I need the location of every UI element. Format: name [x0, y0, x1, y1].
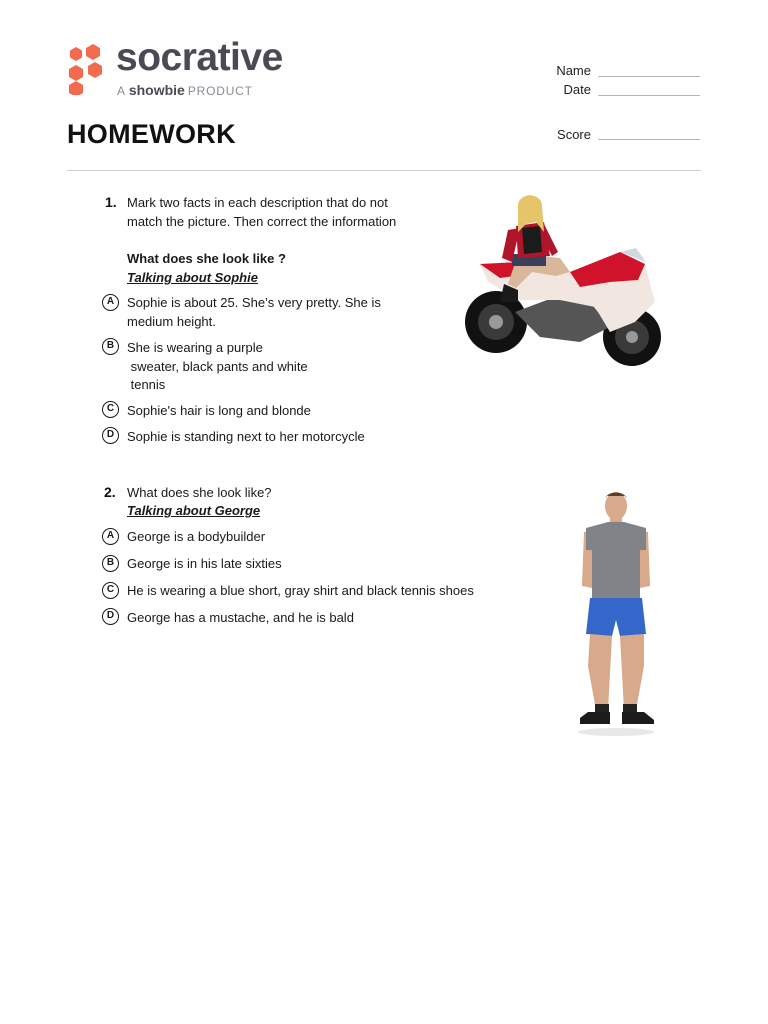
q1-option-b-line-2: sweater, black pants and white: [127, 359, 308, 374]
q2-option-d-text: George has a mustache, and he is bald: [127, 610, 354, 625]
man-standing-image: [570, 488, 662, 740]
question-1-subheading: Talking about Sophie: [127, 270, 258, 285]
question-1-number: 1.: [105, 194, 117, 210]
q1-option-b-line-1: She is wearing a purple: [127, 340, 263, 355]
date-field[interactable]: [598, 95, 700, 96]
brand-tagline: A showbie PRODUCT: [117, 82, 253, 98]
header-divider: [67, 170, 701, 171]
question-2-prompt: What does she look like?: [127, 485, 272, 500]
score-field[interactable]: [598, 139, 700, 140]
option-a-marker[interactable]: A: [102, 294, 119, 311]
option-d-marker[interactable]: D: [102, 427, 119, 444]
question-1-prompt: What does she look like ?: [127, 251, 286, 266]
q2-option-c-text: He is wearing a blue short, gray shirt and black tennis shoes: [127, 583, 474, 598]
option-c-marker[interactable]: C: [102, 401, 119, 418]
option-b-marker[interactable]: B: [102, 555, 119, 572]
question-2-number: 2.: [104, 484, 116, 500]
name-label: Name: [556, 63, 591, 78]
question-1-instruction-line-1: Mark two facts in each description that do not: [127, 195, 388, 210]
name-field[interactable]: [598, 76, 700, 77]
option-d-marker[interactable]: D: [102, 608, 119, 625]
showbie-wordmark: showbie: [128, 82, 185, 98]
brand-name: socrative: [116, 36, 283, 79]
option-c-marker[interactable]: C: [102, 582, 119, 599]
option-a-marker[interactable]: A: [102, 528, 119, 545]
q1-option-a-line-2: medium height.: [127, 314, 216, 329]
q1-option-c-text: Sophie's hair is long and blonde: [127, 403, 311, 418]
page-title: HOMEWORK: [67, 119, 236, 149]
option-b-marker[interactable]: B: [102, 338, 119, 355]
woman-on-motorcycle-image: [460, 192, 666, 372]
socrative-logo-icon: [67, 43, 105, 95]
question-2-subheading: Talking about George: [127, 503, 261, 518]
q1-option-a-line-1: Sophie is about 25. She’s very pretty. She is: [127, 295, 381, 310]
q1-option-d-text: Sophie is standing next to her motorcycle: [127, 429, 365, 444]
q2-option-b-text: George is in his late sixties: [127, 556, 282, 571]
q1-option-b-line-3: tennis: [127, 377, 166, 392]
score-label: Score: [557, 127, 591, 142]
q2-option-a-text: George is a bodybuilder: [127, 529, 266, 544]
question-1-instruction-line-2: match the picture. Then correct the information: [127, 214, 397, 229]
date-label: Date: [563, 82, 591, 97]
